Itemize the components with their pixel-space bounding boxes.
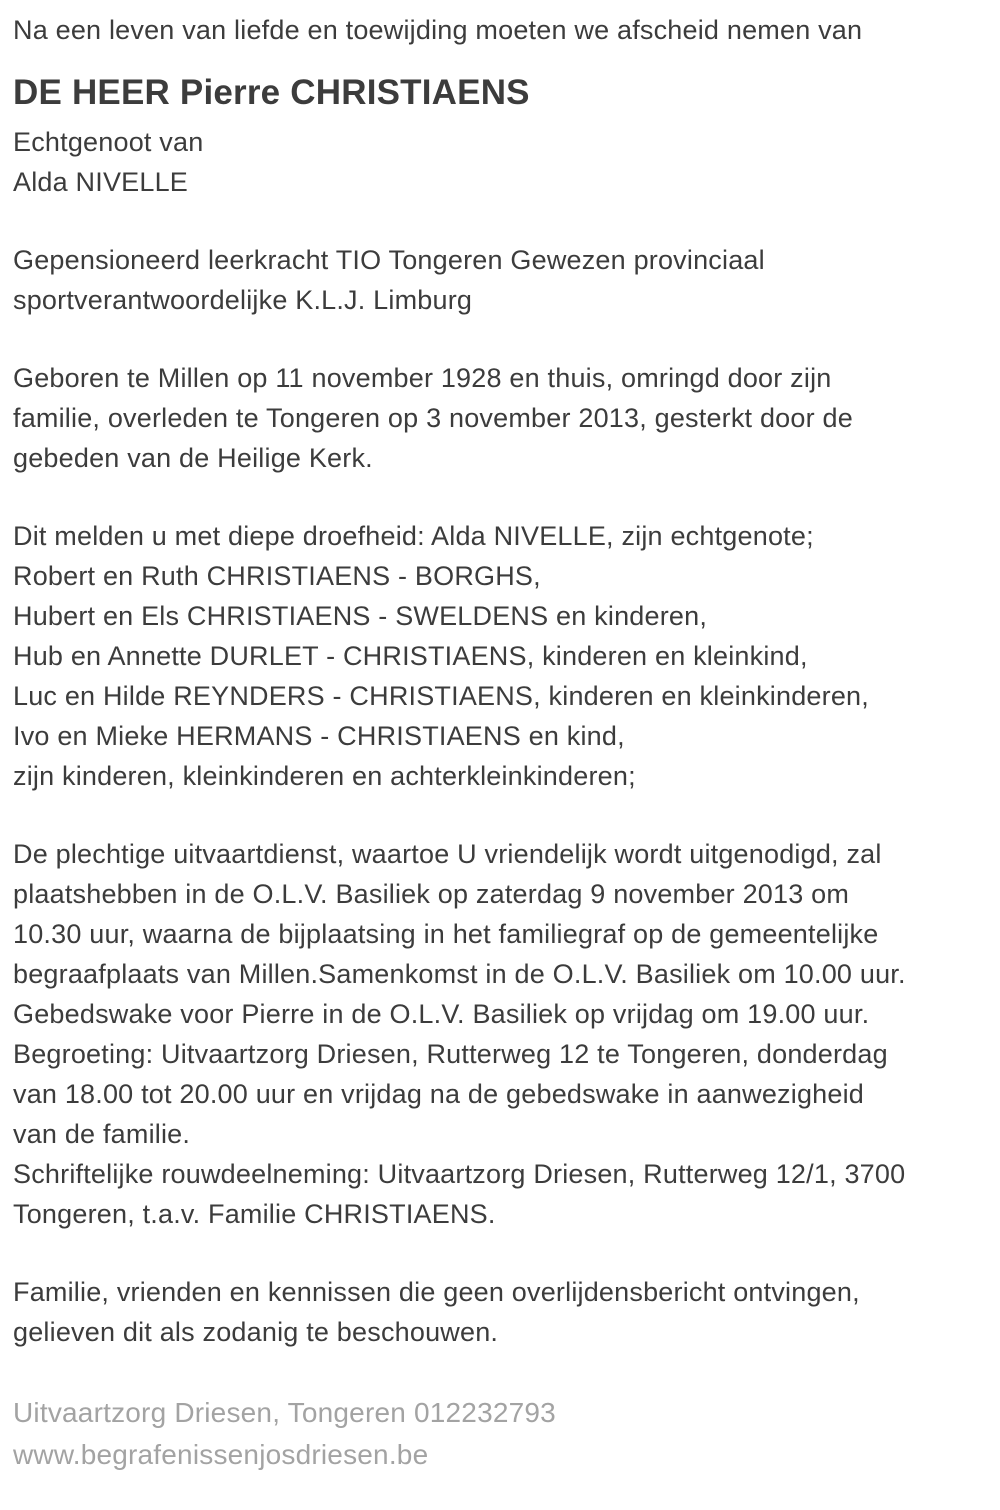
deceased-name: DE HEER Pierre CHRISTIAENS bbox=[13, 73, 530, 112]
text-line: Robert en Ruth CHRISTIAENS - BORGHS, bbox=[13, 561, 541, 591]
footer-website: www.begrafenissenjosdriesen.be bbox=[13, 1439, 429, 1470]
text-line: gebeden van de Heilige Kerk. bbox=[13, 443, 373, 473]
text-line: familie, overleden te Tongeren op 3 november 2013, gesterkt door de bbox=[13, 403, 853, 433]
text-line: plaatshebben in de O.L.V. Basiliek op zaterdag 9 november 2013 om bbox=[13, 879, 850, 909]
footer bbox=[13, 1392, 992, 1476]
text-line: begraafplaats van Millen.Samenkomst in de O.L.V. Basiliek om 10.00 uur. bbox=[13, 959, 906, 989]
text-line: Ivo en Mieke HERMANS - CHRISTIAENS en kind, bbox=[13, 721, 625, 751]
text-line: Gepensioneerd leerkracht TIO Tongeren Gewezen provinciaal bbox=[13, 245, 765, 275]
text-line: Gebedswake voor Pierre in de O.L.V. Basiliek op vrijdag om 19.00 uur. bbox=[13, 999, 870, 1029]
text-line: Familie, vrienden en kennissen die geen overlijdensbericht ontvingen, bbox=[13, 1277, 860, 1307]
text-line: van de familie. bbox=[13, 1119, 191, 1149]
text-line: Hub en Annette DURLET - CHRISTIAENS, kinderen en kleinkind, bbox=[13, 641, 808, 671]
text-line: Geboren te Millen op 11 november 1928 en thuis, omringd door zijn bbox=[13, 363, 832, 393]
text-line: gelieven dit als zodanig te beschouwen. bbox=[13, 1317, 499, 1347]
spouse-name: Alda NIVELLE bbox=[13, 167, 188, 197]
relation-label: Echtgenoot van bbox=[13, 127, 204, 157]
intro-line: Na een leven van liefde en toewijding moeten we afscheid nemen van bbox=[13, 15, 863, 45]
paragraph-funeral-details bbox=[13, 834, 992, 1234]
text-line: zijn kinderen, kleinkinderen en achterkleinkinderen; bbox=[13, 761, 636, 791]
text-line: Begroeting: Uitvaartzorg Driesen, Rutterweg 12 te Tongeren, donderdag bbox=[13, 1039, 888, 1069]
text-line: van 18.00 tot 20.00 uur en vrijdag na de gebedswake in aanwezigheid bbox=[13, 1079, 865, 1109]
text-line: De plechtige uitvaartdienst, waartoe U vriendelijk wordt uitgenodigd, zal bbox=[13, 839, 882, 869]
text-line: 10.30 uur, waarna de bijplaatsing in het familiegraf op de gemeentelijke bbox=[13, 919, 879, 949]
text-line: sportverantwoordelijke K.L.J. Limburg bbox=[13, 285, 473, 315]
text-line: Luc en Hilde REYNDERS - CHRISTIAENS, kinderen en kleinkinderen, bbox=[13, 681, 869, 711]
paragraph-family bbox=[13, 516, 992, 796]
text-line: Hubert en Els CHRISTIAENS - SWELDENS en kinderen, bbox=[13, 601, 708, 631]
paragraph-closing-notice bbox=[13, 1272, 992, 1352]
footer-funeral-home: Uitvaartzorg Driesen, Tongeren 012232793 bbox=[13, 1397, 556, 1428]
paragraph-profession bbox=[13, 240, 992, 320]
text-line: Schriftelijke rouwdeelneming: Uitvaartzorg Driesen, Rutterweg 12/1, 3700 bbox=[13, 1159, 906, 1189]
text-line: Tongeren, t.a.v. Familie CHRISTIAENS. bbox=[13, 1199, 496, 1229]
text-line: Dit melden u met diepe droefheid: Alda NIVELLE, zijn echtgenote; bbox=[13, 521, 814, 551]
paragraph-birth-death bbox=[13, 358, 992, 478]
